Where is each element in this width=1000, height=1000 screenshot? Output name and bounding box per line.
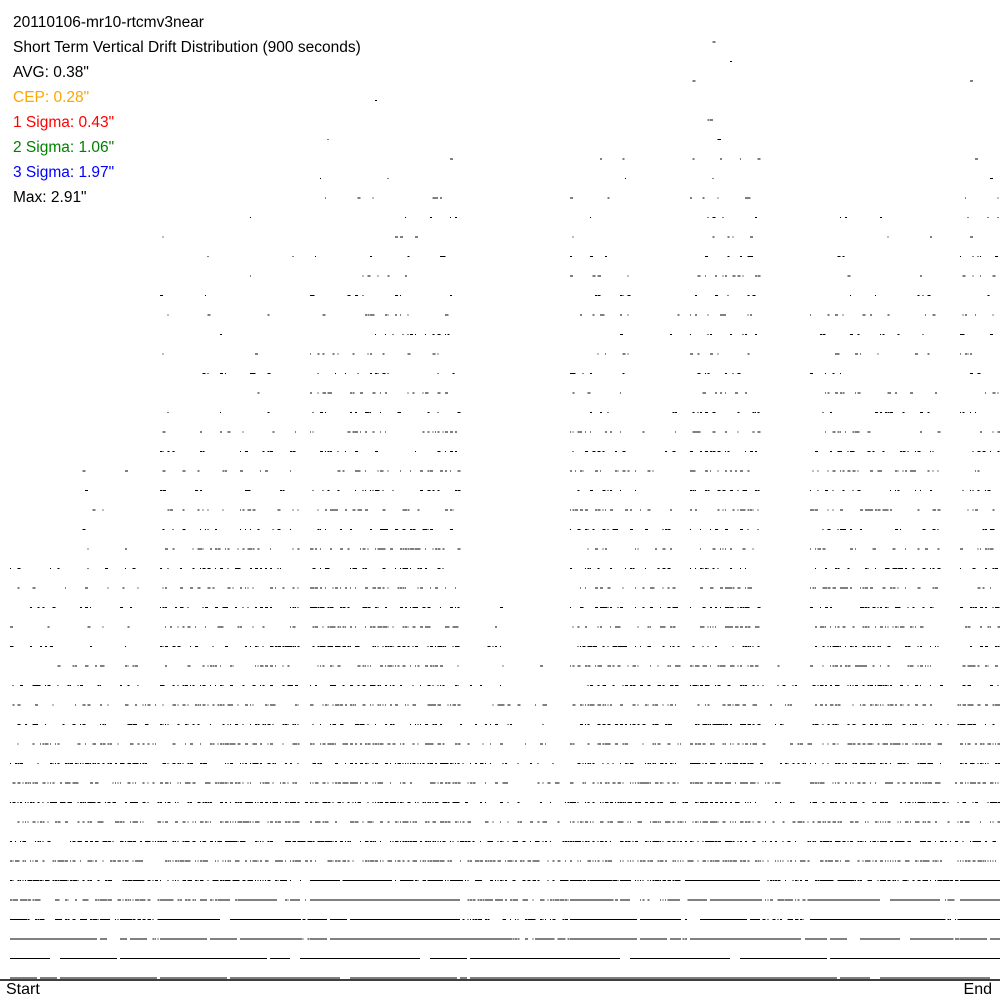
stats-legend	[13, 10, 361, 206]
chart-title: 20110106-mr10-rtcmv3near	[13, 14, 204, 31]
chart-subtitle: Short Term Vertical Drift Distribution (900 seconds)	[13, 39, 361, 56]
stat-avg: AVG: 0.38"	[13, 64, 89, 81]
stats-list	[13, 60, 361, 206]
stat-sigma3: 3 Sigma: 1.97"	[13, 164, 115, 181]
stat-cep: CEP: 0.28"	[13, 89, 90, 106]
stat-max: Max: 2.91"	[13, 189, 87, 206]
stat-sigma1: 1 Sigma: 0.43"	[13, 114, 115, 131]
x-axis-end-label: End	[963, 981, 992, 998]
x-axis-start-label: Start	[6, 981, 40, 998]
stat-sigma2: 2 Sigma: 1.06"	[13, 139, 115, 156]
